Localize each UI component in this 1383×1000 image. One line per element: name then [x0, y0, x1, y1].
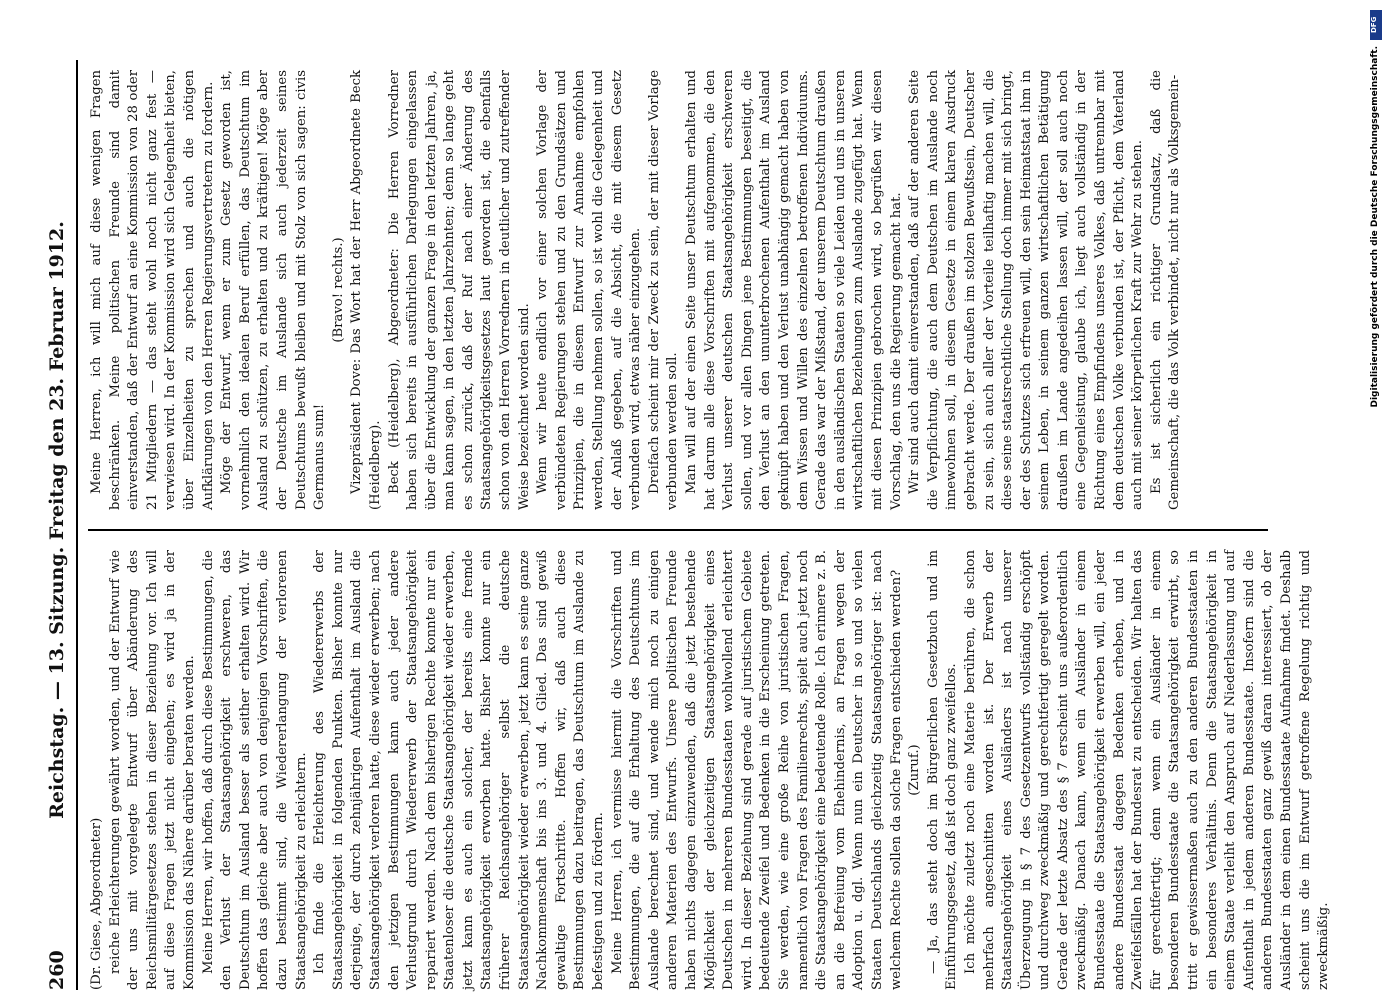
page-header — [40, 60, 76, 990]
paragraph: (Bravo! rechts.) — [330, 237, 346, 343]
paragraph: Ich möchte zuletzt noch eine Materie berühren, die schon mehrfach angeschnitten worden ist. Der Erwerb der Staatsangehörigkeit eines Ausländers ist nach unserer Überzeugung in § 7 des Gesetzentwurfs vollständig erschöpft und durchweg zweckmäßig und gerechtfertigt geregelt worden. Gerade der letzte Absatz des § 7 erscheint uns außerordentlich zweckmäßig. Danach kann, wenn ein Ausländer in einem Bundesstaate die Staatsangehörigkeit erwerben will, ein jeder andere Bundesstaat dagegen Bedenken erheben, und in Zweifelsfällen hat der Bundesrat zu entscheiden. Wir halten das für gerechtfertigt; denn wenn ein Ausländer in einem besonderen Bundesstaate die Staatsangehörigkeit erwirbt, so tritt er gewissermaßen auch zu den anderen Bundesstaaten in ein besonderes Verhältnis. Denn die Staatsangehörigkeit in einem Staate verleiht den Anspruch auf Niederlassung und auf Aufenthalt in jedem anderen Bundesstaate. Insofern sind die anderen Bundesstaaten ganz gewiß daran interessiert, ob der Ausländer in dem einen Bundesstaate Aufnahme findet. Deshalb scheint uns die im Entwurf getroffene Regelung richtig und zweckmäßig. — [962, 550, 1332, 990]
paragraph: Beck (Heidelberg), Abgeordneter: Die Herren Vorredner haben sich bereits in ausführlichen Darlegungen eingelassen über die Entwicklung der ganzen Frage in den letzten Jahren, ja, man kann sagen, in den letzten Jahrzehnten; denn so lange geht es schon zurück, daß der Ruf nach einer Änderung des Staatsangehörigkeitsgesetzes laut geworden ist, die ebenfalls schon von den Herren Vorrednern in deutlicher und zutreffender Weise bezeichnet worden sind. — [386, 70, 532, 510]
dfg-credit-text: Digitalisierung gefördert durch die Deutsche Forschungsgemeinschaft. — [1370, 46, 1380, 408]
paragraph: Meine Herren, ich vermisse hiermit die Vorschriften und Bestimmungen, die auf die Erhaltung des Deutschtums im Auslande berechnet sind, und wende mich noch zu einigen anderen Materien des Entwurfs. Unsere politischen Freunde haben nichts dagegen einzuwenden, daß die jetzt bestehende Möglichkeit der gleichzeitigen Staatsangehörigkeit eines Deutschen in mehreren Bundesstaaten wohlwollend erleichtert wird. In dieser Beziehung sind gerade auf juristischem Gebiete bedeutende Zweifel und Bedenken in die Erscheinung getreten. Sie werden, wie eine große Reihe von juristischen Fragen, namentlich von Fragen des Familienrechts, spielt auch jetzt noch die Staatsangehörigkeit eine bedeutende Rolle. Ich erinnere z. B. an die Befreiung vom Ehehindernis, an Fragen wegen der Adoption u. dgl. Wenn nun ein Deutscher in so und so vielen Staaten Deutschlands gleichzeitig Staatsangehöriger ist: nach welchem Rechte sollen da solche Fragen entschieden werden? — [609, 550, 904, 990]
column-divider — [88, 529, 1268, 531]
paragraph: Vizepräsident Dove: Das Wort hat der Herr Abgeordnete Beck (Heidelberg). — [349, 70, 383, 510]
paragraph: Dreifach scheint mir der Zweck zu sein, der mit dieser Vorlage verbunden werden soll. — [646, 70, 681, 510]
paragraph: reiche Erleichterungen gewährt worden, und der Entwurf wie der uns mit vorgelegte Entwurf über Abänderung des Reichsmilitärgesetzes stehen in dieser Beziehung vor. Ich will auf diese Fragen jetzt nicht eingehen; es wird ja in der Kommission das Nähere darüber beraten werden. — [107, 550, 197, 990]
digitization-banner — [1370, 10, 1383, 990]
session-title: Reichstag. — 13. Sitzung. Freitag den 23. Februar 1912. — [46, 221, 68, 819]
page-number: 260 — [46, 950, 68, 990]
dfg-logo: DFG — [1370, 10, 1382, 40]
paragraph: (Zuruf.) — [907, 744, 923, 796]
paragraph: Meine Herren, wir hoffen, daß durch diese Bestimmungen, die den Verlust der Staatsangehörigkeit erschweren, das Deutschtum im Ausland besser als seither erhalten wird. Wir hoffen das gleiche aber auch von denjenigen Vorschriften, die dazu bestimmt sind, die Wiedererlangung der verlorenen Staatsangehörigkeit zu erleichtern. — [200, 550, 309, 990]
document-page — [40, 60, 1340, 990]
paragraph: Man will auf der einen Seite unser Deutschtum erhalten und hat darum alle diese Vorschriften mit aufgenommen, die den Verlust unserer deutschen Staatsangehörigkeit erschweren sollen, und vor allen Dingen jene Bestimmungen beseitigt, die den Verlust an den ununterbrochenen Aufenthalt im Ausland geknüpft haben und den Verlust unabhängig gemacht haben von dem Wissen und Willen des einzelnen betroffenen Individuums. Gerade das war der Mißstand, der unserem Deutschtum draußen in den ausländischen Staaten so viele Leiden und uns in unseren wirtschaftlichen Beziehungen zum Auslande zugefügt hat. Wenn mit diesen Prinzipien gebrochen wird, so begrüßen wir diesen Vorschlag, den uns die Regierung gemacht hat. — [684, 70, 904, 510]
right-column — [88, 70, 1185, 510]
paragraph: (Dr. Giese, Abgeordneter) — [89, 817, 104, 990]
paragraph: — Ja, das steht doch im Bürgerlichen Gesetzbuch und im Einführungsgesetz, daß ist doch ganz zweifellos. — [925, 550, 960, 990]
paragraph: Es ist sicherlich ein richtiger Grundsatz, daß die Gemeinschaft, die das Volk verbindet, nicht nur als Volksgemein- — [1148, 70, 1183, 510]
paragraph: Möge der Entwurf, wenn er zum Gesetz geworden ist, vornehmlich den idealen Beruf erfüllen, das Deutschtum im Ausland zu schützen, zu erhalten und zu kräftigen! Möge aber der Deutsche im Auslande sich auch jederzeit seines Deutschtums bewußt bleiben und mit Stolz von sich sagen: civis Germanus sum! — [219, 70, 328, 510]
paragraph: Ich finde die Erleichterung des Wiedererwerbs der Staatsangehörigkeit in folgenden Punkten. Bisher konnte nur derjenige, der durch zehnjährigen Aufenthalt im Ausland die Staatsangehörigkeit verloren hatte, diese wieder erwerben; nach den jetzigen Bestimmungen kann auch jeder andere Verlustgrund durch Wiedererwerb der Staatsangehörigkeit repariert werden. Nach dem bisherigen Rechte konnte nur ein Staatenloser die deutsche Staatsangehörigkeit wieder erwerben, jetzt kann es auch ein solcher, der bereits eine fremde Staatsangehörigkeit erworben hatte. Bisher konnte nur ein früherer Reichsangehöriger selbst die deutsche Staatsangehörigkeit wieder erwerben, jetzt kann es seine ganze Nachkommenschaft bis ins 3. und 4. Glied. Das sind gewiß gewaltige Fortschritte. Hoffen wir, daß auch diese Bestimmungen dazu beitragen, das Deutschtum im Auslande zu befestigen und zu fördern. — [312, 550, 607, 990]
paragraph: Wenn wir heute endlich vor einer solchen Vorlage der verbündeten Regierungen stehen und zu den Grundsätzen und Prinzipien, die in diesem Entwurf zur Annahme empfohlen werden, Stellung nehmen sollen, so ist wohl die Gelegenheit und der Anlaß gegeben, auf die Absicht, die mit diesem Gesetz verbunden wird, etwas näher einzugehen. — [535, 70, 644, 510]
left-column — [88, 550, 1334, 990]
header-rule — [76, 60, 78, 990]
paragraph: Wir sind auch damit einverstanden, daß auf der anderen Seite die Verpflichtung, die auch dem Deutschen im Auslande noch innewohnen soll, in diesem Gesetze in einem klaren Ausdruck gebracht werde. Der draußen im stolzen Bewußtsein, Deutscher zu sein, sich auch aller der Vorteile teilhaftig machen will, die diese seine staatsrechtliche Stellung doch immer mit sich bringt, der des Schutzes sich erfreuen will, den sein Heimatstaat ihm in seinem Leben, in seinem ganzen wirtschaftlichen Betätigung draußen im Lande angedeihen lassen will, der soll auch noch eine Gegenleistung, glaube ich, liegt auch vollständig in der Richtung eines Empfindens unseres Volkes, daß untrennbar mit dem deutschen Volke verbunden ist, der Pflicht, dem Vaterland auch mit seiner körperlichen Kraft zur Wehr zu stehen. — [907, 70, 1146, 510]
paragraph: Meine Herren, ich will mich auf diese wenigen Fragen beschränken. Meine politischen Freunde sind damit einverstanden, daß der Entwurf an eine Kommission von 28 oder 21 Mitgliedern — das steht wohl noch nicht ganz fest — verwiesen wird. In der Kommission wird sich Gelegenheit bieten, über Einzelheiten zu sprechen und auch die nötigen Aufklärungen von den Herren Regierungsvertretern zu fordern. — [89, 70, 216, 510]
